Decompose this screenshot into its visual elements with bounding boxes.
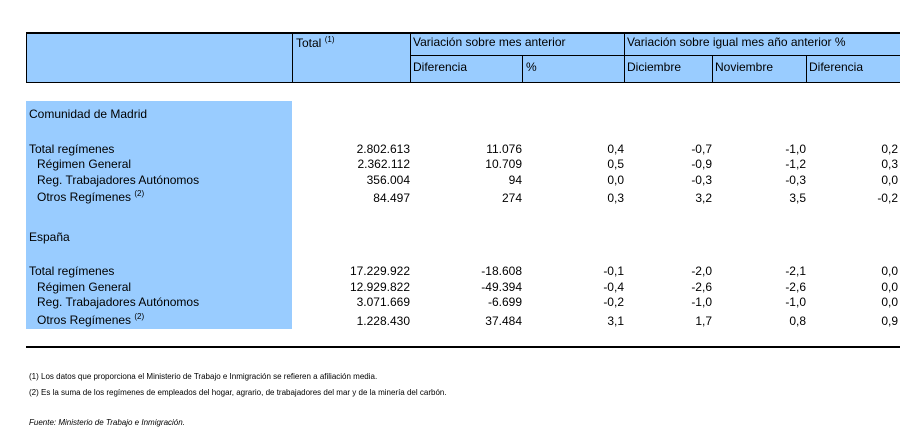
cell-total: 356.004 <box>366 173 410 187</box>
cell-noviembre: 3,5 <box>789 191 806 205</box>
cell-noviembre: -0,3 <box>785 173 806 187</box>
cell-diferencia-year: 0,3 <box>881 157 898 171</box>
cell-noviembre: -1,0 <box>785 142 806 156</box>
cell-diciembre: -0,9 <box>691 157 712 171</box>
header-total: Total $^{(1)}$ <box>296 35 335 50</box>
header-divider-group2 <box>624 33 625 82</box>
row-label: Otros Regímenes $^{(2)}$ <box>37 189 145 204</box>
header-divider-total <box>292 33 293 82</box>
header-divider-dif2 <box>806 55 807 82</box>
header-group-month: Variación sobre mes anterior <box>413 35 566 49</box>
cell-diferencia-year: 0,9 <box>881 314 898 328</box>
cell-diferencia: -18.608 <box>481 264 522 278</box>
cell-diferencia: 274 <box>501 191 522 205</box>
cell-total: 17.229.922 <box>349 264 410 278</box>
row-label: Total regímenes <box>29 264 115 278</box>
header-divider-nov <box>712 55 713 82</box>
cell-noviembre: -1,0 <box>785 295 806 309</box>
cell-total: 1.228.430 <box>356 314 410 328</box>
section-title-madrid: Comunidad de Madrid <box>29 107 148 121</box>
cell-diferencia: 94 <box>508 173 522 187</box>
cell-total: 12.929.822 <box>349 280 410 294</box>
header-divider-group1 <box>410 33 411 82</box>
row-label: Régimen General <box>37 157 132 171</box>
cell-diciembre: 1,7 <box>695 314 712 328</box>
cell-diferencia: 11.076 <box>486 142 522 156</box>
cell-percent: 0,0 <box>607 173 624 187</box>
row-label: Reg. Trabajadores Autónomos <box>37 173 200 187</box>
cell-noviembre: -2,1 <box>785 264 806 278</box>
header-bottom-rule <box>26 82 900 83</box>
header-diferencia: Diferencia <box>413 60 468 74</box>
cell-diferencia-year: 0,0 <box>881 173 898 187</box>
cell-diferencia-year: 0,0 <box>881 280 898 294</box>
cell-percent: -0,1 <box>603 264 624 278</box>
cell-diciembre: -0,7 <box>691 142 712 156</box>
cell-percent: 0,5 <box>607 157 624 171</box>
row-label: Reg. Trabajadores Autónomos <box>37 295 200 309</box>
cell-noviembre: 0,8 <box>789 314 806 328</box>
row-label: Régimen General <box>37 280 132 294</box>
cell-total: 2.802.613 <box>356 142 410 156</box>
subheader-rule <box>410 55 900 56</box>
cell-percent: 0,3 <box>607 191 624 205</box>
cell-diferencia-year: 0,0 <box>881 295 898 309</box>
cell-diciembre: 3,2 <box>695 191 712 205</box>
footnote-2: (2) Es la suma de los regímenes de empleados del hogar, agrario, de trabajadores del mar y de la minería del carbón. <box>29 388 447 397</box>
header-diciembre: Diciembre <box>627 60 682 74</box>
row-label: Total regímenes <box>29 142 115 156</box>
cell-diferencia-year: 0,0 <box>881 264 898 278</box>
footnote-1: (1) Los datos que proporciona el Ministerio de Trabajo e Inmigración se refieren a afiliación media. <box>29 372 378 381</box>
table-top-rule <box>26 32 900 34</box>
cell-diciembre: -1,0 <box>691 295 712 309</box>
header-group-year: Variación sobre igual mes año anterior % <box>627 35 846 49</box>
cell-percent: 3,1 <box>607 314 624 328</box>
cell-diciembre: -2,6 <box>691 280 712 294</box>
cell-total: 84.497 <box>373 191 410 205</box>
cell-percent: -0,2 <box>603 295 624 309</box>
cell-diciembre: -0,3 <box>691 173 712 187</box>
cell-total: 3.071.669 <box>356 295 410 309</box>
cell-diferencia-year: 0,2 <box>881 142 898 156</box>
header-diferencia-year: Diferencia <box>809 60 864 74</box>
header-noviembre: Noviembre <box>715 60 774 74</box>
cell-diferencia: 37.484 <box>485 314 522 328</box>
source-note: Fuente: Ministerio de Trabajo e Inmigración. <box>29 418 185 427</box>
cell-diciembre: -2,0 <box>691 264 712 278</box>
cell-diferencia-year: -0,2 <box>877 191 898 205</box>
header-left-border <box>26 33 27 82</box>
header-divider-pct <box>522 55 523 82</box>
cell-percent: 0,4 <box>607 142 624 156</box>
cell-total: 2.362.112 <box>357 157 410 171</box>
section-title-espana: España <box>29 230 70 244</box>
cell-percent: -0,4 <box>603 280 624 294</box>
row-label: Otros Regímenes $^{(2)}$ <box>37 312 145 327</box>
header-percent: % <box>526 60 537 74</box>
cell-diferencia: 10.709 <box>485 157 522 171</box>
cell-diferencia: -49.394 <box>481 280 522 294</box>
cell-noviembre: -1,2 <box>785 157 806 171</box>
table-bottom-rule <box>26 346 900 348</box>
cell-noviembre: -2,6 <box>785 280 806 294</box>
cell-diferencia: -6.699 <box>487 295 522 309</box>
